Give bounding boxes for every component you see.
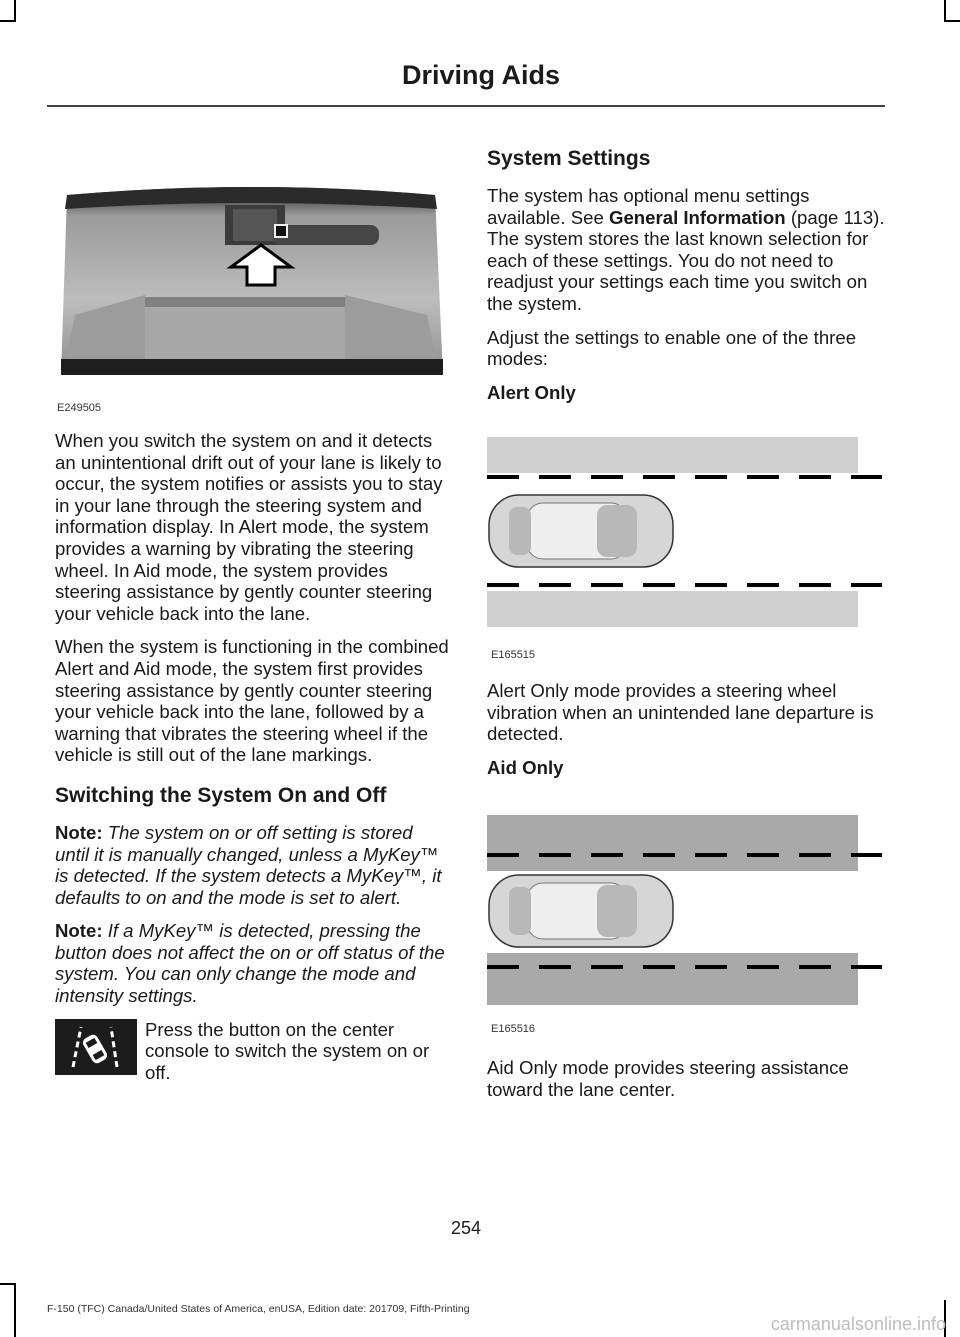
paragraph: When the system is functioning in the combined Alert and Aid mode, the system first provides steering assistance by gently counter steering your vehicle back into the lane, followed by a warning that vibrates the steering wheel if the vehicle is still out of the lane markings. [55,636,449,766]
aid-only-section [487,1057,887,1112]
camera-figure [55,185,447,414]
lane-diagram-alert [487,437,882,632]
button-instruction [55,1019,450,1089]
subheading-alert-only: Alert Only [487,381,576,403]
note-label: Note: [55,821,103,843]
crop-mark [0,20,16,22]
text: The system has optional menu settings available. See [487,185,810,228]
watermark: carmanualsonline.info [770,1314,946,1334]
crop-mark [14,1283,16,1337]
crop-mark [944,20,960,22]
section-heading: Switching the System On and Off [55,783,387,807]
edition-info: F-150 (TFC) Canada/United States of America, enUSA, Edition date: 201709, Fifth-Printing [47,1303,470,1315]
paragraph: Adjust the settings to enable one of the three modes: [487,326,857,370]
header-divider [47,105,885,107]
button-instruction-text: Press the button on the center console to switch the system on or off. [145,1018,430,1083]
lane-diagram-aid [487,815,882,1010]
alert-only-figure [487,437,882,667]
paragraph [487,185,887,315]
crop-mark [944,0,946,22]
general-information-link[interactable]: General Information [608,206,786,228]
section-heading: System Settings [487,147,651,170]
right-column [487,143,887,404]
crop-mark [14,0,16,22]
page-number: 254 [450,1218,482,1238]
figure-code: E165515 [491,649,536,661]
page-title: Driving Aids [401,60,560,90]
windshield-camera-illustration [55,185,447,381]
note-label: Note: [55,920,103,942]
left-column [55,430,450,1089]
lane-keeping-button-icon [55,1019,137,1075]
paragraph: Aid Only mode provides steering assistance toward the lane center. [487,1057,849,1100]
note [55,822,450,908]
subheading-aid-only: Aid Only [487,756,564,778]
aid-only-figure [487,815,882,1040]
car-top-view-icon [489,495,673,567]
car-top-view-icon [489,875,673,947]
note-text: If a MyKey™ is detected, pressing the button does not affect the on or off status of the system. You can only change the mode and intensity settings. [55,920,445,1007]
figure-code: E249505 [57,402,102,414]
paragraph: Alert Only mode provides a steering wheel vibration when an unintended lane departure is detected. [487,680,874,745]
paragraph: When you switch the system on and it detects an unintentional drift out of your lane is likely to occur, the system notifies or assists you to stay in your lane through the steering system and information display. In Alert mode, the system provides a warning by vibrating the steering wheel. In Aid mode, the system provides steering assistance by gently counter steering your vehicle back into the lane. [55,430,443,624]
note [55,920,450,1006]
alert-only-section [487,680,887,779]
note-text: The system on or off setting is stored until it is manually changed, unless a MyKey™ is detected. If the system detects a MyKey™, it defaults to on and the mode is set to alert. [55,821,442,908]
crop-mark [0,1283,16,1285]
figure-code: E165516 [491,1023,536,1035]
text: (page 113). The system stores the last known selection for each of these settings. You do not need to readjust your settings each time you switch on the system. [487,206,885,314]
